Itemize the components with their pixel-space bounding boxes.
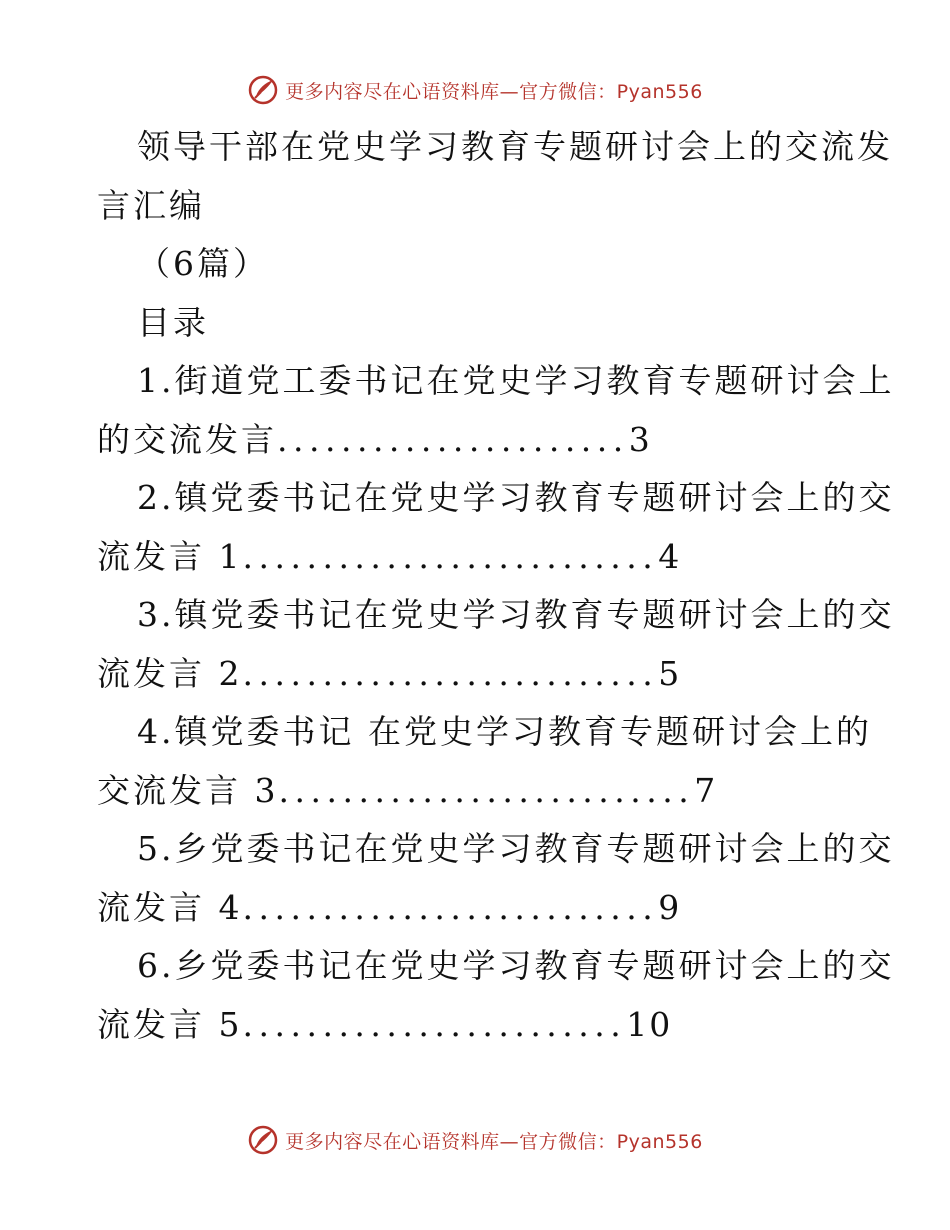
toc-entry[interactable] bbox=[97, 586, 895, 703]
toc-entry[interactable] bbox=[97, 703, 872, 820]
toc-page-number: 10 bbox=[626, 1004, 673, 1044]
document-title-line2: 言汇编 bbox=[97, 185, 205, 225]
toc-entry-text: 流发言 4 bbox=[97, 887, 243, 927]
toc-leader-dots: ........................ bbox=[242, 1004, 627, 1044]
toc-entry-title: 3.镇党委书记在党史学习教育专题研讨会上的交 bbox=[137, 595, 895, 634]
toc-entry-title: 1.街道党工委书记在党史学习教育专题研讨会上 bbox=[137, 361, 895, 400]
toc-entry-title: 2.镇党委书记在党史学习教育专题研讨会上的交 bbox=[137, 478, 895, 517]
header-watermark bbox=[0, 70, 950, 110]
toc-entry[interactable] bbox=[97, 469, 895, 586]
toc-entry-text: 交流发言 3 bbox=[97, 770, 279, 810]
toc-leader-dots: .......................... bbox=[242, 887, 659, 927]
toc-entry-text: 的交流发言 bbox=[97, 419, 277, 459]
toc-entry-title: 6.乡党委书记在党史学习教育专题研讨会上的交 bbox=[137, 946, 895, 985]
toc-entry-continuation bbox=[97, 411, 857, 470]
toc-entry-text: 流发言 2 bbox=[97, 653, 243, 693]
toc-entry-title: 4.镇党委书记 在党史学习教育专题研讨会上的 bbox=[137, 712, 872, 751]
toc-heading: 目录 bbox=[137, 302, 209, 342]
quill-logo-icon bbox=[247, 74, 279, 106]
toc-leader-dots: .......................... bbox=[242, 653, 659, 693]
toc-entry-continuation bbox=[97, 645, 857, 704]
toc-entry-title: 5.乡党委书记在党史学习教育专题研讨会上的交 bbox=[137, 829, 895, 868]
toc-entry[interactable] bbox=[97, 937, 895, 1054]
toc-leader-dots: .......................... bbox=[242, 536, 659, 576]
toc-entry-continuation bbox=[97, 528, 857, 587]
article-count: （6篇） bbox=[137, 244, 269, 283]
toc-page-number: 5 bbox=[658, 653, 682, 693]
toc-entry-text: 流发言 5 bbox=[97, 1004, 243, 1044]
toc-entry-continuation bbox=[97, 996, 857, 1055]
toc-page-number: 7 bbox=[694, 770, 718, 810]
document-title-line1: 领导干部在党史学习教育专题研讨会上的交流发 bbox=[137, 127, 893, 166]
toc-entry[interactable] bbox=[97, 352, 895, 469]
footer-watermark bbox=[0, 1120, 950, 1160]
watermark-text: 更多内容尽在心语资料库—官方微信：Pyan556 bbox=[285, 1130, 703, 1153]
toc-leader-dots: .......................... bbox=[278, 770, 695, 810]
toc-entry-continuation bbox=[97, 879, 857, 938]
toc-entry-text: 流发言 1 bbox=[97, 536, 243, 576]
toc-page-number: 9 bbox=[658, 887, 682, 927]
toc-entry-continuation bbox=[97, 762, 857, 821]
quill-logo-icon bbox=[247, 1124, 279, 1156]
toc-page-number: 4 bbox=[658, 536, 682, 576]
document-body bbox=[97, 118, 895, 1054]
toc-page-number: 3 bbox=[628, 419, 652, 459]
watermark-text: 更多内容尽在心语资料库—官方微信：Pyan556 bbox=[285, 80, 703, 103]
toc-entry[interactable] bbox=[97, 820, 895, 937]
toc-leader-dots: ...................... bbox=[277, 419, 629, 459]
